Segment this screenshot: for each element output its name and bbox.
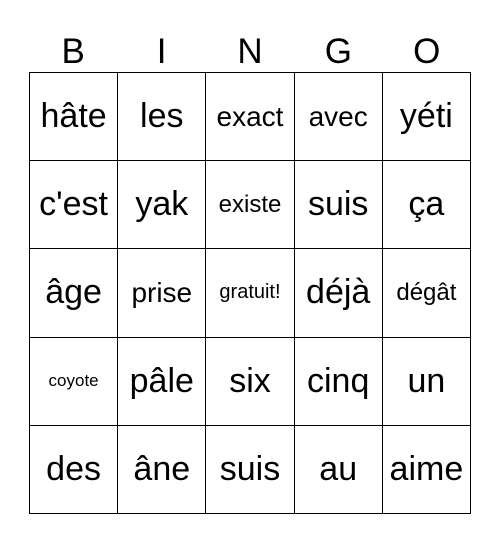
header-letter-g: G xyxy=(324,31,352,71)
header-letter-n: N xyxy=(237,31,263,71)
bingo-cell[interactable]: six xyxy=(206,338,294,426)
bingo-cell[interactable]: dégât xyxy=(383,249,471,337)
bingo-cell[interactable]: les xyxy=(118,73,206,161)
bingo-cell[interactable]: âne xyxy=(118,426,206,514)
bingo-cell[interactable]: un xyxy=(383,338,471,426)
bingo-cell[interactable]: cinq xyxy=(295,338,383,426)
bingo-cell[interactable]: déjà xyxy=(295,249,383,337)
bingo-card-grid xyxy=(29,72,471,514)
header-letter-o: O xyxy=(413,31,441,71)
bingo-cell[interactable]: yéti xyxy=(383,73,471,161)
bingo-cell[interactable]: coyote xyxy=(30,338,118,426)
bingo-cell[interactable]: âge xyxy=(30,249,118,337)
bingo-cell[interactable]: aime xyxy=(383,426,471,514)
bingo-cell[interactable]: yak xyxy=(118,161,206,249)
bingo-cell[interactable]: c'est xyxy=(30,161,118,249)
bingo-cell[interactable]: des xyxy=(30,426,118,514)
bingo-cell[interactable]: gratuit! xyxy=(206,249,294,337)
bingo-cell[interactable]: hâte xyxy=(30,73,118,161)
bingo-header xyxy=(29,30,471,72)
bingo-cell[interactable]: pâle xyxy=(118,338,206,426)
bingo-cell[interactable]: suis xyxy=(206,426,294,514)
header-letter-i: I xyxy=(156,31,167,71)
bingo-cell[interactable]: ça xyxy=(383,161,471,249)
bingo-cell[interactable]: au xyxy=(295,426,383,514)
bingo-cell[interactable]: exact xyxy=(206,73,294,161)
bingo-cell[interactable]: prise xyxy=(118,249,206,337)
bingo-cell[interactable]: existe xyxy=(206,161,294,249)
header-letter-b: B xyxy=(61,31,85,71)
bingo-cell[interactable]: avec xyxy=(295,73,383,161)
bingo-cell[interactable]: suis xyxy=(295,161,383,249)
